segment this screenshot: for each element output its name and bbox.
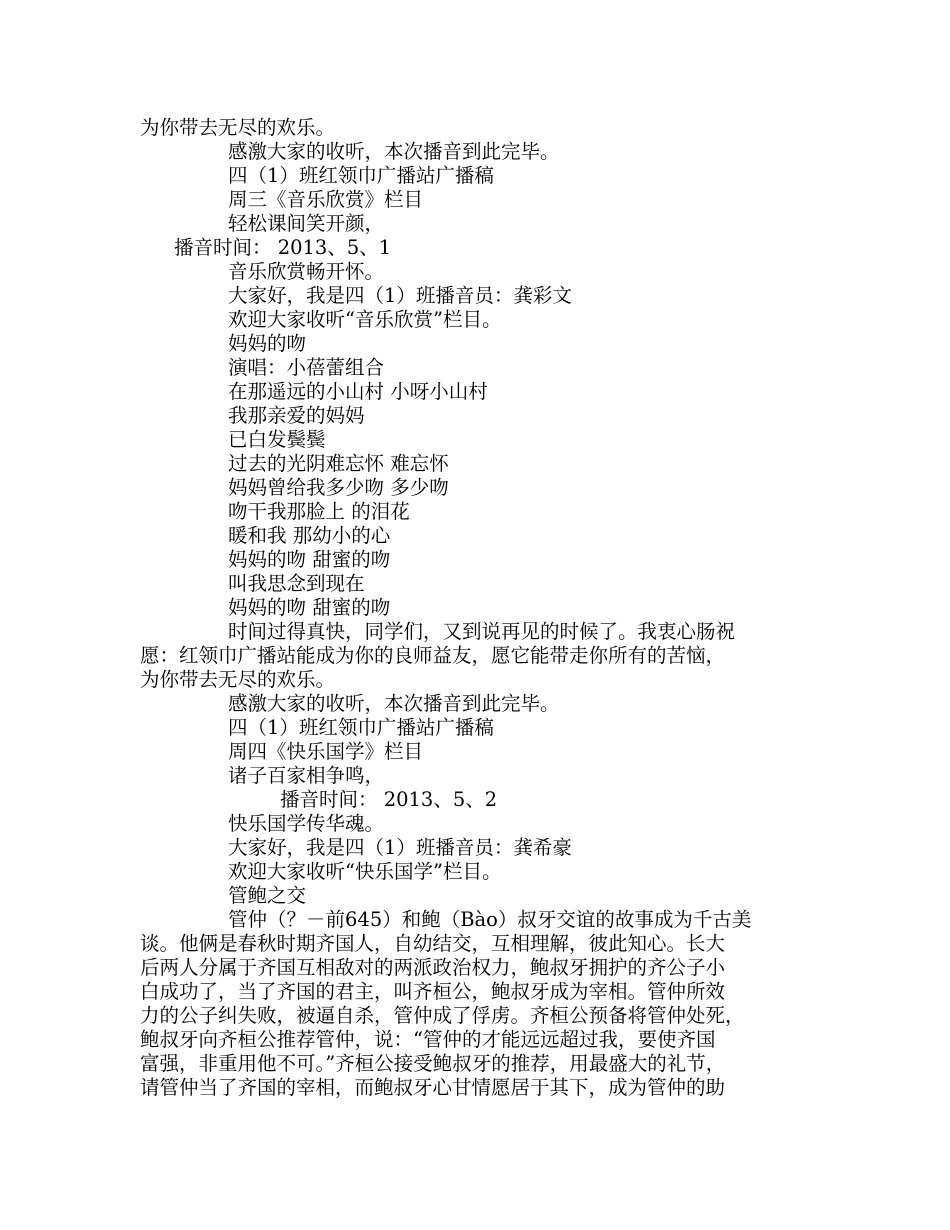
farewell-paragraph-line: 愿：红领巾广播站能成为你的良师益友，愿它能带走你所有的苦恼， bbox=[140, 644, 726, 667]
lyric-line: 吻干我那脸上 的泪花 bbox=[228, 500, 410, 523]
announcer-line: 大家好，我是四（1）班播音员：龚彩文 bbox=[228, 284, 572, 307]
broadcast-header: 四（1）班红领巾广播站广播稿 bbox=[228, 164, 494, 187]
song-title: 妈妈的吻 bbox=[228, 332, 307, 355]
farewell-paragraph-line: 为你带去无尽的欢乐。 bbox=[140, 668, 336, 691]
story-title: 管鲍之交 bbox=[228, 884, 307, 907]
lyric-line: 过去的光阴难忘怀 难忘怀 bbox=[228, 452, 449, 475]
text-line: 欢迎大家收听“音乐欣赏”栏目。 bbox=[228, 308, 502, 331]
lyric-line: 妈妈的吻 甜蜜的吻 bbox=[228, 548, 391, 571]
announcer-line: 大家好，我是四（1）班播音员：龚希豪 bbox=[228, 836, 572, 859]
document-body bbox=[140, 116, 830, 1100]
text-line: 感激大家的收听，本次播音到此完毕。 bbox=[228, 140, 560, 163]
text-line: 欢迎大家收听“快乐国学”栏目。 bbox=[228, 860, 502, 883]
song-performer: 演唱：小蓓蕾组合 bbox=[228, 356, 385, 379]
lyric-line: 叫我思念到现在 bbox=[228, 572, 365, 595]
farewell-paragraph-line: 时间过得真快，同学们，又到说再见的时候了。我衷心肠祝 bbox=[228, 620, 736, 643]
lyric-line: 我那亲爱的妈妈 bbox=[228, 404, 365, 427]
lyric-line: 已白发鬓鬓 bbox=[228, 428, 326, 451]
column-title: 周四《快乐国学》栏目 bbox=[228, 740, 424, 763]
broadcast-time: 播音时间： 2013、5、1 bbox=[174, 236, 392, 259]
text-line: 诸子百家相争鸣， bbox=[228, 764, 385, 787]
lyric-line: 在那遥远的小山村 小呀小山村 bbox=[228, 380, 488, 403]
lyric-line: 妈妈曾给我多少吻 多少吻 bbox=[228, 476, 449, 499]
text-line: 感激大家的收听，本次播音到此完毕。 bbox=[228, 692, 560, 715]
text-line: 为你带去无尽的欢乐。 bbox=[140, 116, 336, 139]
broadcast-time: 播音时间： 2013、5、2 bbox=[280, 788, 498, 811]
story-paragraph-line: 鲍叔牙向齐桓公推荐管仲，说：“管仲的才能远远超过我，要使齐国 bbox=[140, 1028, 716, 1051]
story-paragraph-line: 请管仲当了齐国的宰相，而鲍叔牙心甘情愿居于其下，成为管仲的助 bbox=[140, 1076, 726, 1099]
lyric-line: 暖和我 那幼小的心 bbox=[228, 524, 391, 547]
story-paragraph-line: 后两人分属于齐国互相敌对的两派政治权力，鲍叔牙拥护的齐公子小 bbox=[140, 956, 726, 979]
text-line: 快乐国学传华魂。 bbox=[228, 812, 385, 835]
text-line: 轻松课间笑开颜， bbox=[228, 212, 385, 235]
story-paragraph-line: 谈。他俩是春秋时期齐国人，自幼结交，互相理解，彼此知心。长大 bbox=[140, 932, 726, 955]
story-paragraph-line: 管仲（？－前645）和鲍（Bào）叔牙交谊的故事成为千古美 bbox=[228, 908, 752, 931]
text-line: 音乐欣赏畅开怀。 bbox=[228, 260, 385, 283]
broadcast-header: 四（1）班红领巾广播站广播稿 bbox=[228, 716, 494, 739]
lyric-line: 妈妈的吻 甜蜜的吻 bbox=[228, 596, 391, 619]
story-paragraph-line: 富强，非重用他不可。”齐桓公接受鲍叔牙的推荐，用最盛大的礼节， bbox=[140, 1052, 726, 1075]
story-paragraph-line: 力的公子纠失败，被逼自杀，管仲成了俘虏。齐桓公预备将管仲处死， bbox=[140, 1004, 745, 1027]
column-title: 周三《音乐欣赏》栏目 bbox=[228, 188, 424, 211]
story-paragraph-line: 白成功了，当了齐国的君主，叫齐桓公，鲍叔牙成为宰相。管仲所效 bbox=[140, 980, 726, 1003]
